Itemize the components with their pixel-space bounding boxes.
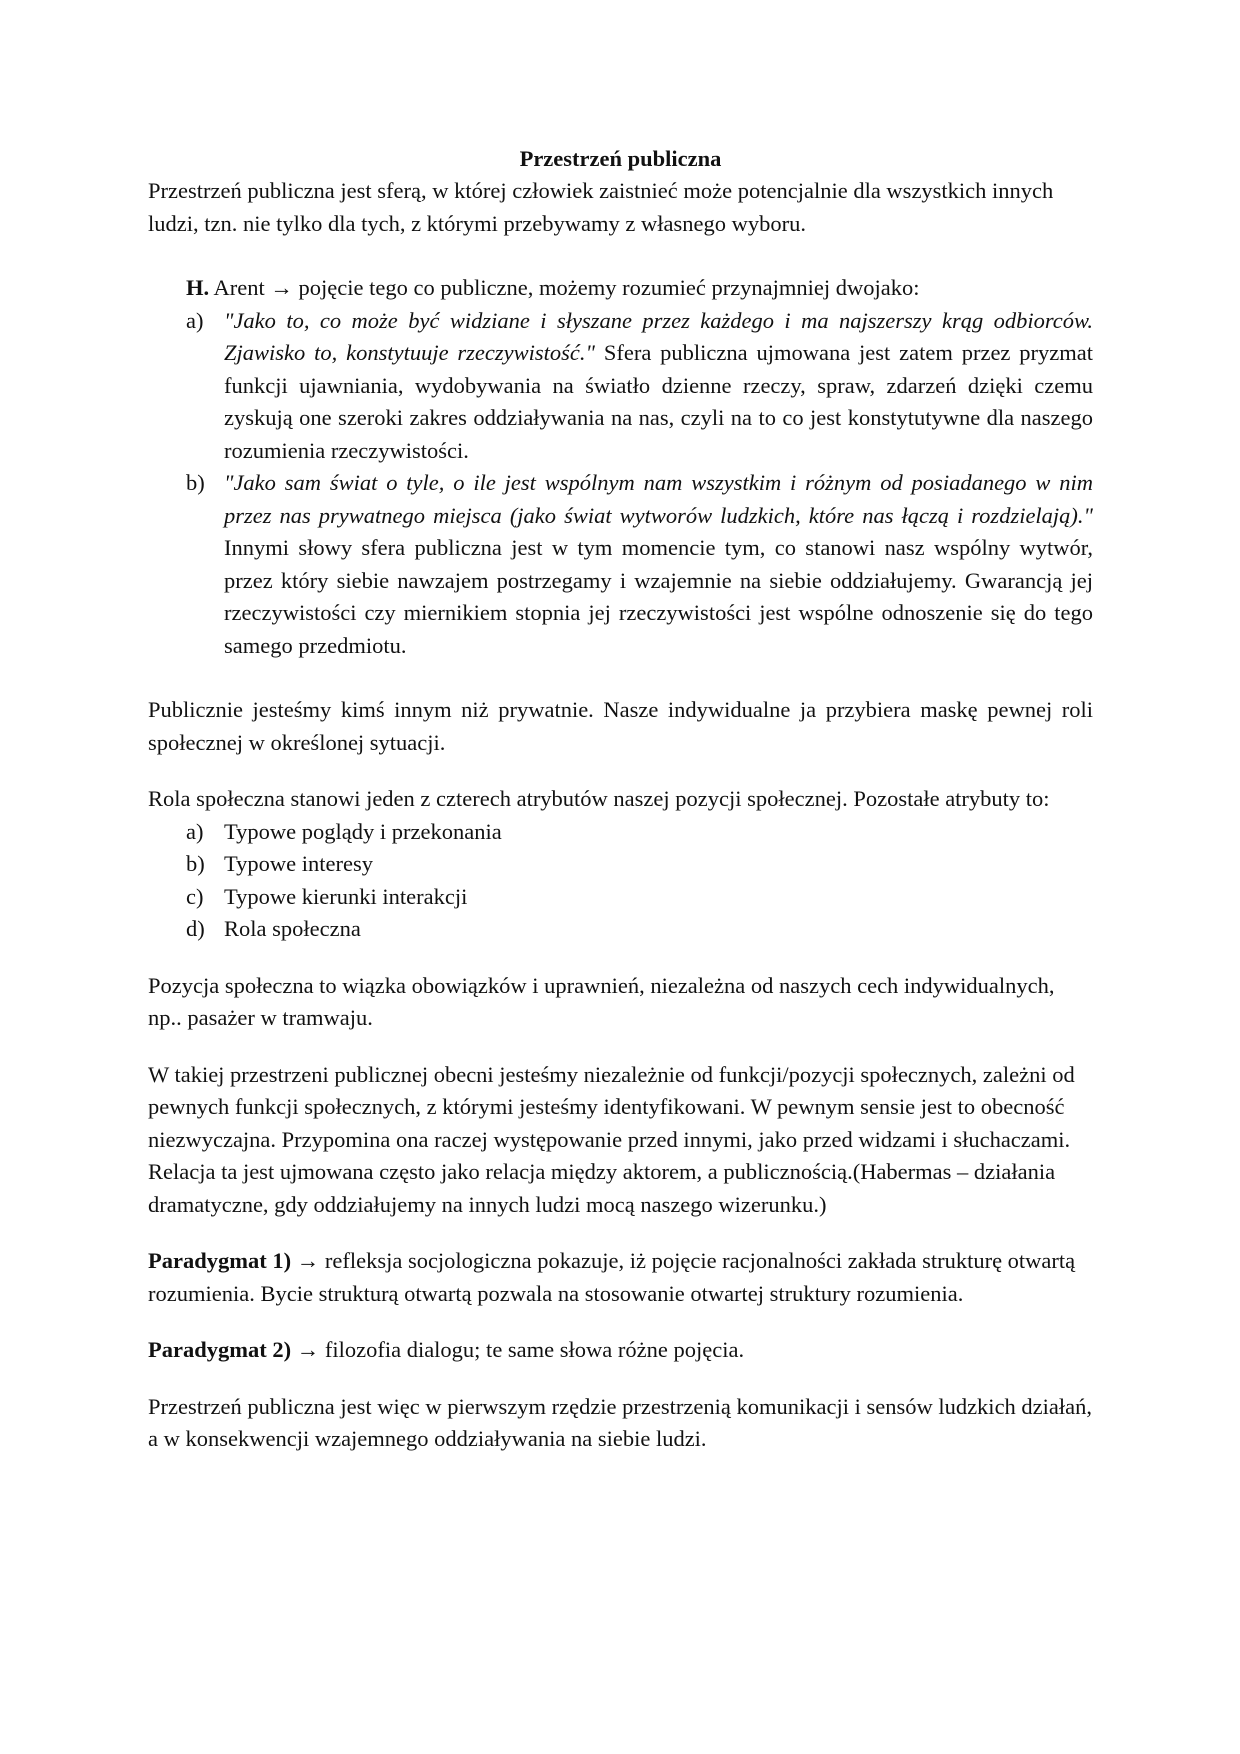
list-marker: b) bbox=[186, 470, 205, 495]
arent-item-b bbox=[186, 467, 1093, 662]
public-private-paragraph: Publicznie jesteśmy kimś innym niż prywatnie. Nasze indywidualne ja przybiera maskę pewnej roli społecznej w określonej sytuacji. bbox=[148, 697, 1093, 755]
list-marker: c) bbox=[186, 883, 204, 909]
arent-heading bbox=[186, 272, 1093, 305]
document-page bbox=[148, 143, 1093, 1456]
document-title: Przestrzeń publiczna bbox=[519, 146, 722, 171]
list-marker: d) bbox=[186, 916, 205, 941]
list-marker: b) bbox=[186, 851, 205, 876]
arent-text-a: Sfera publiczna ujmowana jest zatem przez pryzmat funkcji ujawniania, wydobywania na światło dzienne rzeczy, spraw, zdarzeń dzięki czemu zyskują one szeroki zakres oddziaływania na nas, czyli na to co jest konstytutywne dla naszego rozumienia rzeczywistości. bbox=[224, 340, 1093, 463]
arent-initial: H. bbox=[186, 275, 210, 300]
arent-section bbox=[148, 272, 1093, 662]
list-item: c) Typowe kierunki interakcji bbox=[186, 881, 1093, 914]
paradigm-1-text: → refleksja socjologiczna pokazuje, iż pojęcie racjonalności zakłada strukturę otwartą rozumienia. Bycie strukturą otwartą pozwala na stosowanie otwartej struktury rozumienia. bbox=[148, 1248, 1076, 1306]
conclusion-paragraph: Przestrzeń publiczna jest więc w pierwszym rzędzie przestrzenią komunikacji i sensów ludzkich działań, a w konsekwencji wzajemnego oddziaływania na siebie ludzi. bbox=[148, 1393, 1093, 1451]
position-paragraph: Pozycja społeczna to wiązka obowiązków i uprawnień, niezależna od naszych cech indywidualnych, np.. pasażer w tramwaju. bbox=[148, 972, 1055, 1030]
arent-text-b: Innymi słowy sfera publiczna jest w tym momencie tym, co stanowi nasz wspólny wytwór, przez który siebie nawzajem postrzegamy i wzajemnie na siebie oddziałujemy. Gwarancją jej rzeczywistości czy miernikiem stopnia jej rzeczywistości jest wspólne odnoszenie się do tego samego przedmiotu. bbox=[224, 535, 1093, 658]
attributes-list bbox=[148, 816, 1093, 946]
paradigm-2-paragraph bbox=[148, 1334, 1093, 1367]
list-item: d) Rola społeczna bbox=[186, 913, 1093, 946]
list-item: a) Typowe poglądy i przekonania bbox=[186, 816, 1093, 849]
presence-paragraph: W takiej przestrzeni publicznej obecni jesteśmy niezależnie od funkcji/pozycji społecznych, zależni od pewnych funkcji społecznych, z którymi jesteśmy identyfikowani. W pewnym sensie jest to obecność niezwyczajna. Przypomina ona raczej występowanie przed innymi, jako przed widzami i słuchaczami. Relacja ta jest ujmowana często jako relacja między aktorem, a publicznością.(Habermas – działania dramatyczne, gdy oddziałujemy na innych ludzi mocą naszego wizerunku.) bbox=[148, 1061, 1075, 1217]
paradigm-2-label: Paradygmat 2) bbox=[148, 1337, 292, 1362]
list-item: b) Typowe interesy bbox=[186, 848, 1093, 881]
list-marker: a) bbox=[186, 307, 204, 333]
arent-quote-b: "Jako sam świat o tyle, o ile jest wspólnym nam wszystkim i różnym od posiadanego w nim przez nas prywatnego miejsca (jako świat wytworów ludzkich, które nas łączą i rozdzielają)." bbox=[224, 470, 1093, 528]
arent-heading-text: Arent → pojęcie tego co publiczne, możemy rozumieć przynajmniej dwojako: bbox=[209, 275, 920, 300]
list-marker: a) bbox=[186, 818, 204, 844]
paradigm-1-paragraph bbox=[148, 1245, 1093, 1310]
intro-paragraph: Przestrzeń publiczna jest sferą, w której człowiek zaistnieć może potencjalnie dla wszystkich innych ludzi, tzn. nie tylko dla tych, z którymi przebywamy z własnego wyboru. bbox=[148, 178, 1054, 236]
arent-quote-a: "Jako to, co może być widziane i słyszane przez każdego i ma najszerszy krąg odbiorców. Zjawisko to, konstytuuje rzeczywistość." bbox=[224, 307, 1093, 365]
role-intro-paragraph: Rola społeczna stanowi jeden z czterech atrybutów naszej pozycji społecznej. Pozostałe atrybuty to: bbox=[148, 786, 1050, 811]
paradigm-1-label: Paradygmat 1) bbox=[148, 1248, 292, 1273]
paradigm-2-text: → filozofia dialogu; te same słowa różne pojęcia. bbox=[291, 1337, 745, 1362]
arent-item-a bbox=[186, 305, 1093, 468]
